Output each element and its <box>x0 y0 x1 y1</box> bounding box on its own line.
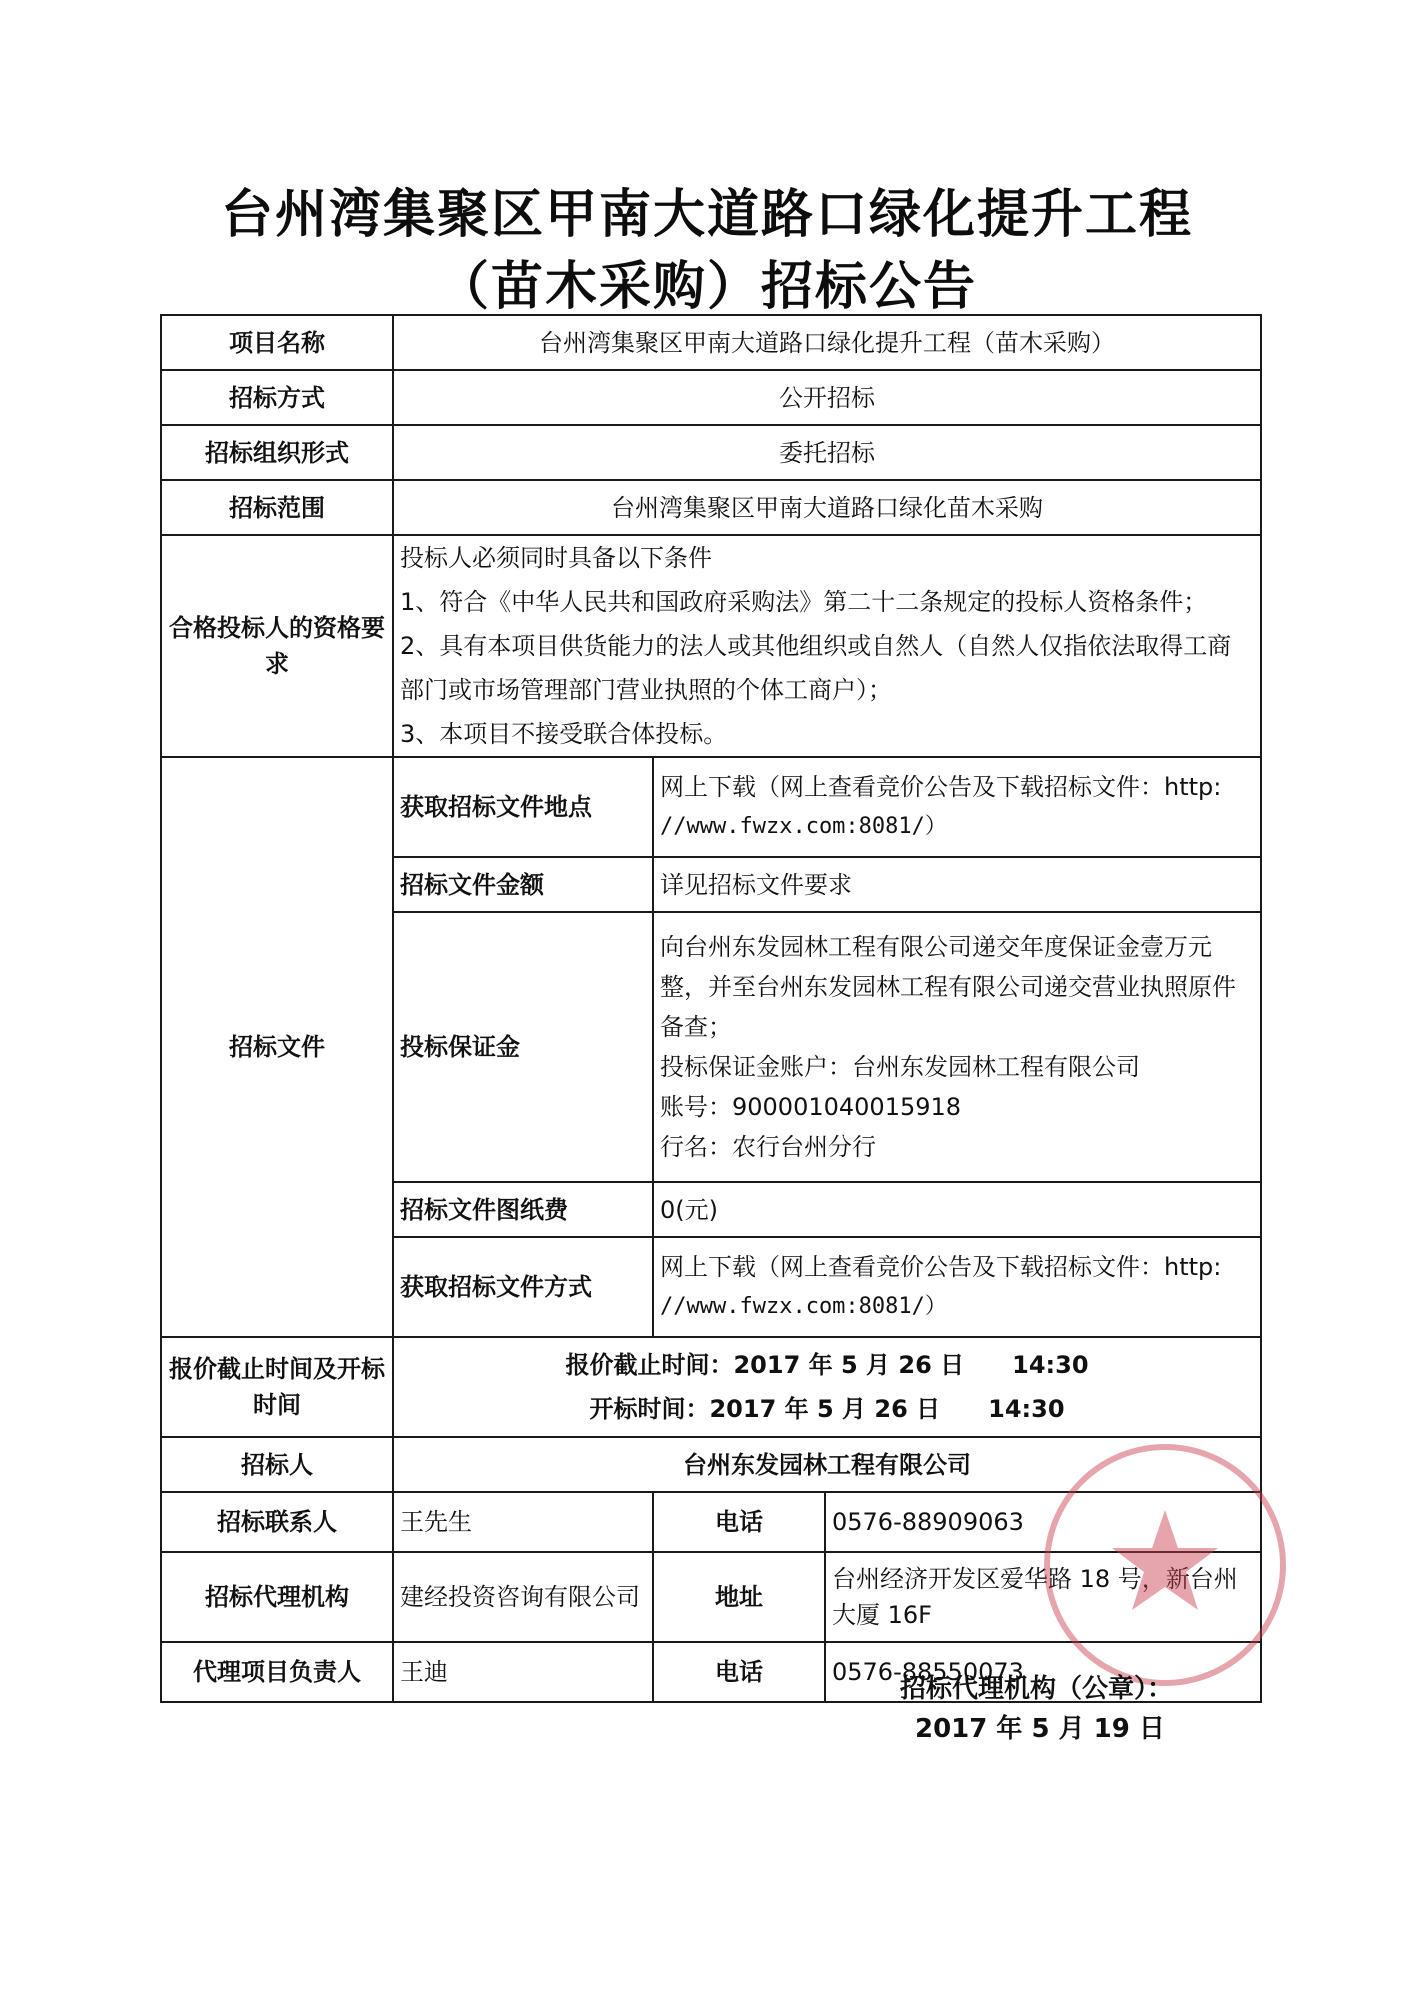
doc-fee-value: 详见招标文件要求 <box>653 857 1261 912</box>
bidding-method-label: 招标方式 <box>161 370 393 425</box>
bidding-method-value: 公开招标 <box>393 370 1261 425</box>
drawing-fee-value: 0(元) <box>653 1182 1261 1237</box>
bidding-scope-label: 招标范围 <box>161 480 393 535</box>
contact-name: 王先生 <box>393 1492 653 1552</box>
document-title-line2: （苗木采购）招标公告 <box>436 257 977 317</box>
qualification-line: 3、本项目不接受联合体投标。 <box>400 720 728 748</box>
obtain-method-label: 获取招标文件方式 <box>393 1237 653 1337</box>
qualification-line: 1、符合《中华人民共和国政府采购法》第二十二条规定的投标人资格条件； <box>400 588 1208 616</box>
row-bidding-org-form <box>161 425 1261 480</box>
document-title-line1: 台州湾集聚区甲南大道路口绿化提升工程 <box>220 185 1193 245</box>
deposit-label: 投标保证金 <box>393 912 653 1182</box>
row-deadline <box>161 1337 1261 1437</box>
contact-phone: 0576-88909063 <box>825 1492 1261 1552</box>
row-obtain-place <box>161 757 1261 857</box>
doc-fee-label: 招标文件金额 <box>393 857 653 912</box>
obtain-place-value <box>653 757 1261 857</box>
obtain-place-label: 获取招标文件地点 <box>393 757 653 857</box>
project-lead-phone: 0576-88550073 <box>825 1642 1261 1702</box>
quote-deadline: 报价截止时间：2017 年 5 月 26 日 14:30 <box>565 1351 1089 1379</box>
row-project-name <box>161 315 1261 370</box>
deadline-value <box>393 1337 1261 1437</box>
qualification-line: 2、具有本项目供货能力的法人或其他组织或自然人（自然人仅指依法取得工商部门或市场管理部门营业执照的个体工商户）； <box>400 632 1232 704</box>
contact-phone-label: 电话 <box>653 1492 825 1552</box>
agency-label: 招标代理机构 <box>161 1552 393 1642</box>
row-bidding-scope <box>161 480 1261 535</box>
deadline-label: 报价截止时间及开标时间 <box>161 1337 393 1437</box>
project-name-label: 项目名称 <box>161 315 393 370</box>
obtain-method-value <box>653 1237 1261 1337</box>
project-lead-phone-label: 电话 <box>653 1642 825 1702</box>
row-qualification <box>161 535 1261 757</box>
official-seal-icon <box>1040 1440 1290 1690</box>
qualification-line: 投标人必须同时具备以下条件 <box>400 544 712 572</box>
qualification-label: 合格投标人的资格要求 <box>161 535 393 757</box>
agency-address: 台州经济开发区爱华路 18 号，新台州大厦 16F <box>825 1552 1261 1642</box>
obtain-method-url: //www.fwzx.com:8081/） <box>660 1294 947 1319</box>
agency-seal-label: 招标代理机构（公章）： <box>900 1674 1174 1704</box>
tenderer-label: 招标人 <box>161 1437 393 1492</box>
deposit-line: 向台州东发园林工程有限公司递交年度保证金壹万元整，并至台州东发园林工程有限公司递交营业执照原件备查； <box>660 933 1236 1041</box>
deposit-line: 投标保证金账户：台州东发园林工程有限公司 <box>660 1053 1140 1081</box>
seal-star-icon <box>1112 1510 1218 1610</box>
deposit-value <box>653 912 1261 1182</box>
row-bidding-method <box>161 370 1261 425</box>
deposit-line: 行名：农行台州分行 <box>660 1133 876 1161</box>
project-name-value: 台州湾集聚区甲南大道路口绿化提升工程（苗木采购） <box>393 315 1261 370</box>
contact-label: 招标联系人 <box>161 1492 393 1552</box>
project-lead-name: 王迪 <box>393 1642 653 1702</box>
tenderer-value: 台州东发园林工程有限公司 <box>393 1437 1261 1492</box>
bid-docs-label: 招标文件 <box>161 757 393 1337</box>
project-lead-label: 代理项目负责人 <box>161 1642 393 1702</box>
qualification-content <box>393 535 1261 757</box>
opening-time: 开标时间：2017 年 5 月 26 日 14:30 <box>589 1395 1065 1423</box>
bidding-scope-value: 台州湾集聚区甲南大道路口绿化苗木采购 <box>393 480 1261 535</box>
agency-address-label: 地址 <box>653 1552 825 1642</box>
obtain-place-line: 网上下载（网上查看竞价公告及下载招标文件：http: <box>660 773 1222 801</box>
drawing-fee-label: 招标文件图纸费 <box>393 1182 653 1237</box>
obtain-place-url: //www.fwzx.com:8081/） <box>660 814 947 839</box>
bidding-org-form-value: 委托招标 <box>393 425 1261 480</box>
agency-name: 建经投资咨询有限公司 <box>393 1552 653 1642</box>
seal-date: 2017 年 5 月 19 日 <box>915 1714 1165 1744</box>
bidding-org-form-label: 招标组织形式 <box>161 425 393 480</box>
obtain-method-line: 网上下载（网上查看竞价公告及下载招标文件：http: <box>660 1253 1222 1281</box>
deposit-line: 账号：900001040015918 <box>660 1093 962 1121</box>
